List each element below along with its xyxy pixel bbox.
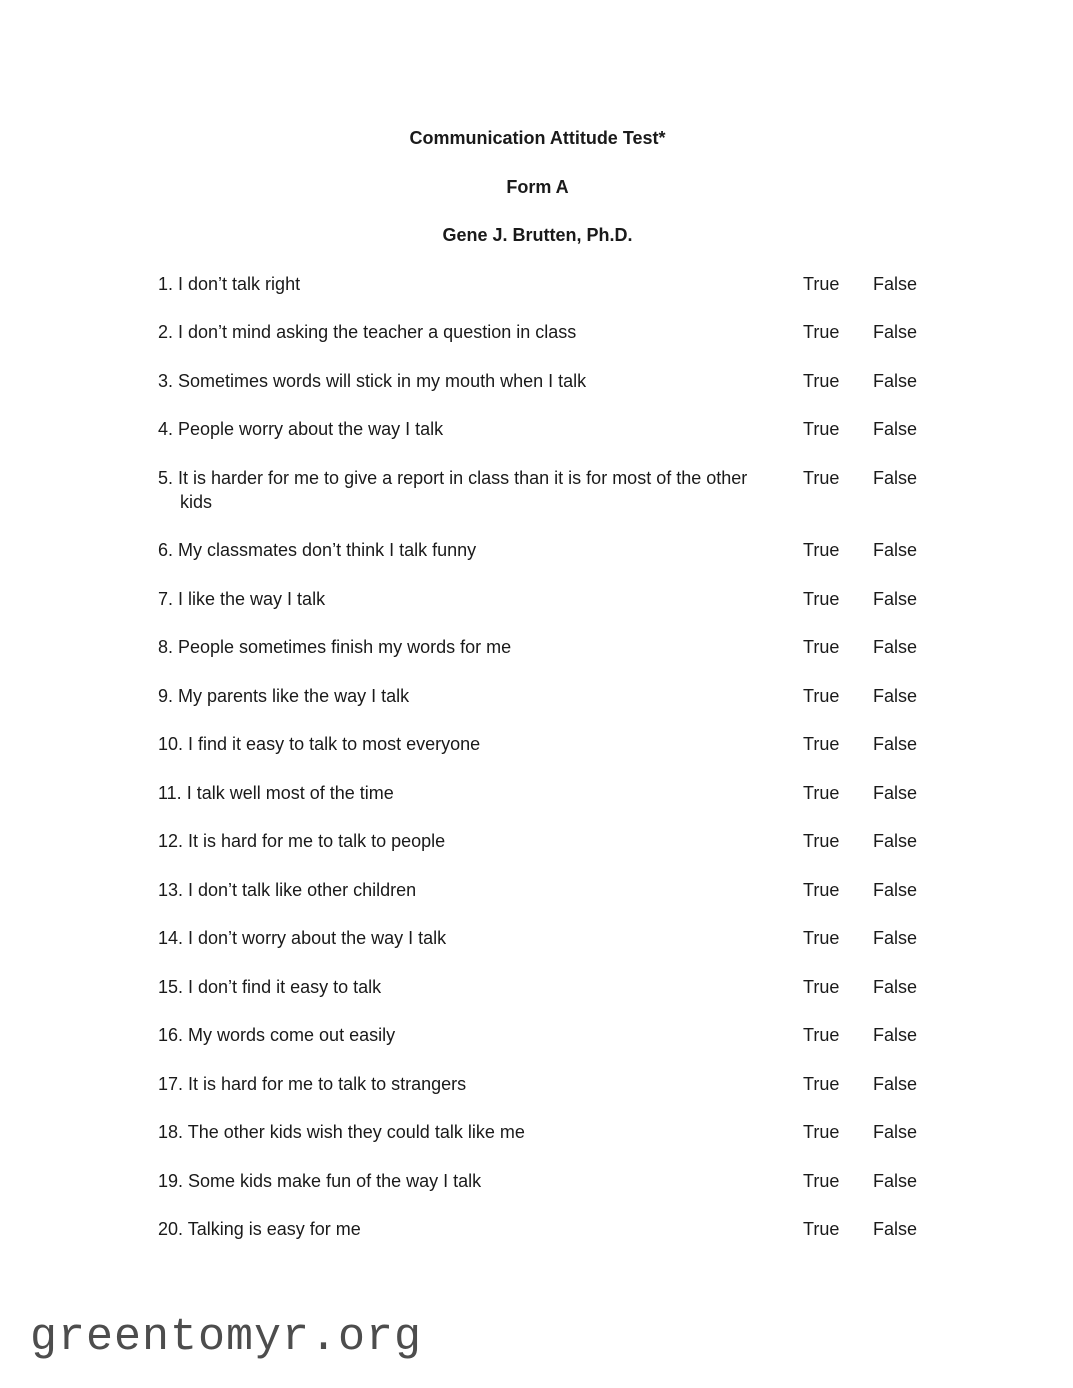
question-text: 20. Talking is easy for me — [158, 1219, 361, 1239]
question-text: 7. I like the way I talk — [158, 588, 326, 609]
question-row — [158, 369, 917, 393]
true-option[interactable]: True — [803, 685, 840, 706]
answer-options — [803, 635, 917, 659]
true-option[interactable]: True — [803, 419, 840, 439]
false-option[interactable]: False — [872, 685, 917, 706]
question-text: 5. It is harder for me to give a report in class than it is for most of the other kids — [158, 467, 748, 512]
question-row — [158, 878, 917, 902]
question-text: 13. I don’t talk like other children — [158, 879, 417, 900]
question-row — [158, 684, 917, 708]
question-row — [158, 417, 917, 441]
author-name: Gene J. Brutten, Ph.D. — [442, 225, 633, 245]
true-option[interactable]: True — [803, 782, 840, 803]
question-text: 15. I don’t find it easy to talk — [158, 976, 382, 997]
question-text: 12. It is hard for me to talk to people — [158, 831, 446, 851]
answer-options — [803, 320, 917, 344]
true-option[interactable]: True — [803, 879, 840, 900]
question-text: 14. I don’t worry about the way I talk — [158, 928, 447, 948]
question-text: 9. My parents like the way I talk — [158, 685, 410, 706]
true-option[interactable]: True — [803, 637, 840, 657]
false-option[interactable]: False — [872, 1219, 917, 1239]
answer-options — [803, 781, 917, 805]
question-text: 11. I talk well most of the time — [158, 782, 394, 803]
true-option[interactable]: True — [803, 1122, 840, 1142]
answer-options — [803, 878, 917, 902]
question-text: 16. My words come out easily — [158, 1025, 396, 1045]
true-option[interactable]: True — [803, 467, 840, 488]
answer-options — [803, 587, 917, 611]
false-option[interactable]: False — [872, 637, 917, 657]
false-option[interactable]: False — [872, 370, 917, 391]
answer-options — [803, 538, 917, 562]
answer-options — [803, 732, 917, 756]
false-option[interactable]: False — [872, 419, 917, 439]
answer-options — [803, 1169, 917, 1193]
false-option[interactable]: False — [872, 976, 917, 997]
question-row — [158, 272, 917, 296]
true-option[interactable]: True — [803, 734, 840, 754]
question-row — [158, 1217, 917, 1241]
true-option[interactable]: True — [803, 831, 840, 851]
false-option[interactable]: False — [872, 1025, 917, 1045]
true-option[interactable]: True — [803, 370, 840, 391]
false-option[interactable]: False — [872, 467, 917, 488]
answer-options — [803, 1023, 917, 1047]
document-title: Communication Attitude Test* — [409, 128, 666, 148]
true-option[interactable]: True — [803, 1073, 840, 1094]
false-option[interactable]: False — [872, 1073, 917, 1094]
false-option[interactable]: False — [872, 322, 917, 342]
false-option[interactable]: False — [872, 782, 917, 803]
question-row — [158, 1023, 917, 1047]
true-option[interactable]: True — [803, 322, 840, 342]
question-row — [158, 732, 917, 756]
false-option[interactable]: False — [872, 273, 917, 294]
question-text: 1. I don’t talk right — [158, 273, 301, 294]
question-text: 17. It is hard for me to talk to strangers — [158, 1073, 467, 1094]
question-text: 3. Sometimes words will stick in my mouth when I talk — [158, 370, 587, 391]
question-text: 8. People sometimes finish my words for me — [158, 637, 512, 657]
false-option[interactable]: False — [872, 831, 917, 851]
question-row — [158, 926, 917, 950]
question-row — [158, 635, 917, 659]
question-text: 2. I don’t mind asking the teacher a question in class — [158, 322, 577, 342]
true-option[interactable]: True — [803, 976, 840, 997]
question-text: 18. The other kids wish they could talk like me — [158, 1122, 525, 1142]
true-option[interactable]: True — [803, 588, 840, 609]
true-option[interactable]: True — [803, 1025, 840, 1045]
answer-options — [803, 975, 917, 999]
question-text: 19. Some kids make fun of the way I talk — [158, 1170, 482, 1191]
question-text: 6. My classmates don’t think I talk funny — [158, 540, 477, 560]
answer-options — [803, 1072, 917, 1096]
answer-options — [803, 466, 917, 490]
question-row — [158, 781, 917, 805]
answer-options — [803, 684, 917, 708]
answer-options — [803, 926, 917, 950]
question-row — [158, 320, 917, 344]
question-row — [158, 1072, 917, 1096]
false-option[interactable]: False — [872, 540, 917, 560]
question-row — [158, 538, 917, 562]
form-label: Form A — [506, 176, 569, 197]
false-option[interactable]: False — [872, 1170, 917, 1191]
answer-options — [803, 829, 917, 853]
answer-options — [803, 272, 917, 296]
question-row — [158, 975, 917, 999]
true-option[interactable]: True — [803, 540, 840, 560]
true-option[interactable]: True — [803, 273, 840, 294]
false-option[interactable]: False — [872, 1122, 917, 1142]
question-row — [158, 587, 917, 611]
true-option[interactable]: True — [803, 928, 840, 948]
question-text: 4. People worry about the way I talk — [158, 419, 444, 439]
question-row — [158, 1169, 917, 1193]
watermark: greentomyr.org — [30, 1312, 423, 1363]
true-option[interactable]: True — [803, 1219, 840, 1239]
question-row — [158, 1120, 917, 1144]
false-option[interactable]: False — [872, 734, 917, 754]
question-row — [158, 829, 917, 853]
false-option[interactable]: False — [872, 879, 917, 900]
answer-options — [803, 417, 917, 441]
false-option[interactable]: False — [872, 928, 917, 948]
answer-options — [803, 369, 917, 393]
question-text: 10. I find it easy to talk to most everyone — [158, 734, 481, 754]
question-row — [158, 466, 917, 514]
false-option[interactable]: False — [872, 588, 917, 609]
answer-options — [803, 1120, 917, 1144]
answer-options — [803, 1217, 917, 1241]
true-option[interactable]: True — [803, 1170, 840, 1191]
question-list — [158, 272, 917, 1242]
